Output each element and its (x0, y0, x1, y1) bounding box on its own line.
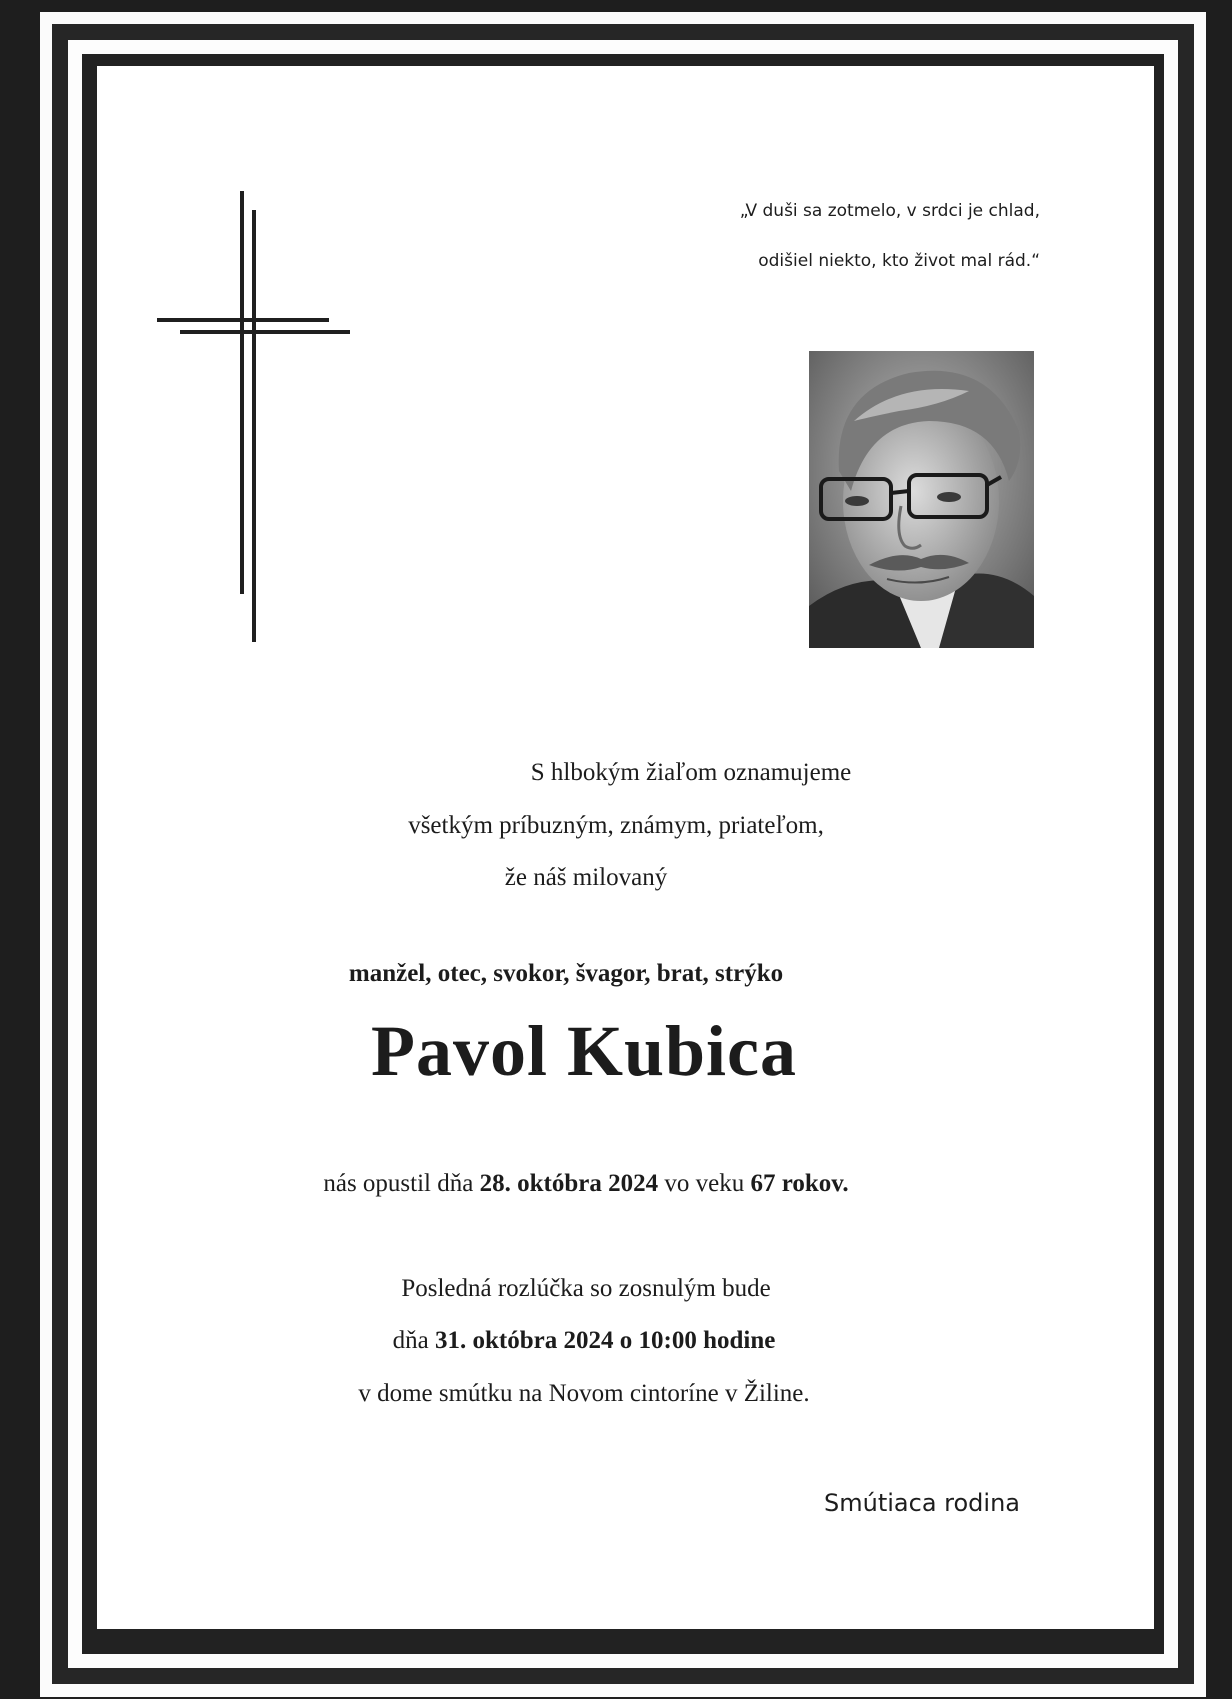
announcement-line-3: že náš milovaný (504, 864, 668, 891)
death-middle: vo veku (658, 1170, 751, 1197)
quote-line-1: „V duši sa zotmelo, v srdci je chlad, (739, 201, 1040, 221)
relations-line: manžel, otec, svokor, švagor, brat, strýko (348, 960, 784, 987)
funeral-line-1: Posledná rozlúčka so zosnulým bude (401, 1275, 771, 1302)
death-prefix: nás opustil dňa (323, 1170, 480, 1197)
quote-line-2: odišiel niekto, kto život mal rád.“ (758, 251, 1040, 271)
death-age: 67 rokov. (750, 1170, 849, 1197)
signature: Smútiaca rodina (824, 1489, 1020, 1517)
funeral-line-3: v dome smútku na Novom cintoríne v Žiline. (358, 1380, 810, 1407)
funeral-line-2 (0, 1327, 1200, 1355)
portrait-photo (809, 351, 1034, 648)
death-date: 28. októbra 2024 (479, 1170, 659, 1197)
funeral-datetime: 31. októbra 2024 o 10:00 hodine (435, 1327, 776, 1354)
funeral-prefix: dňa (392, 1327, 436, 1354)
deceased-name: Pavol Kubica (370, 1011, 798, 1091)
death-info (0, 1170, 1202, 1198)
announcement-line-1: S hlbokým žiaľom oznamujeme (530, 759, 852, 786)
announcement-line-2: všetkým príbuzným, známym, priateľom, (408, 812, 824, 839)
